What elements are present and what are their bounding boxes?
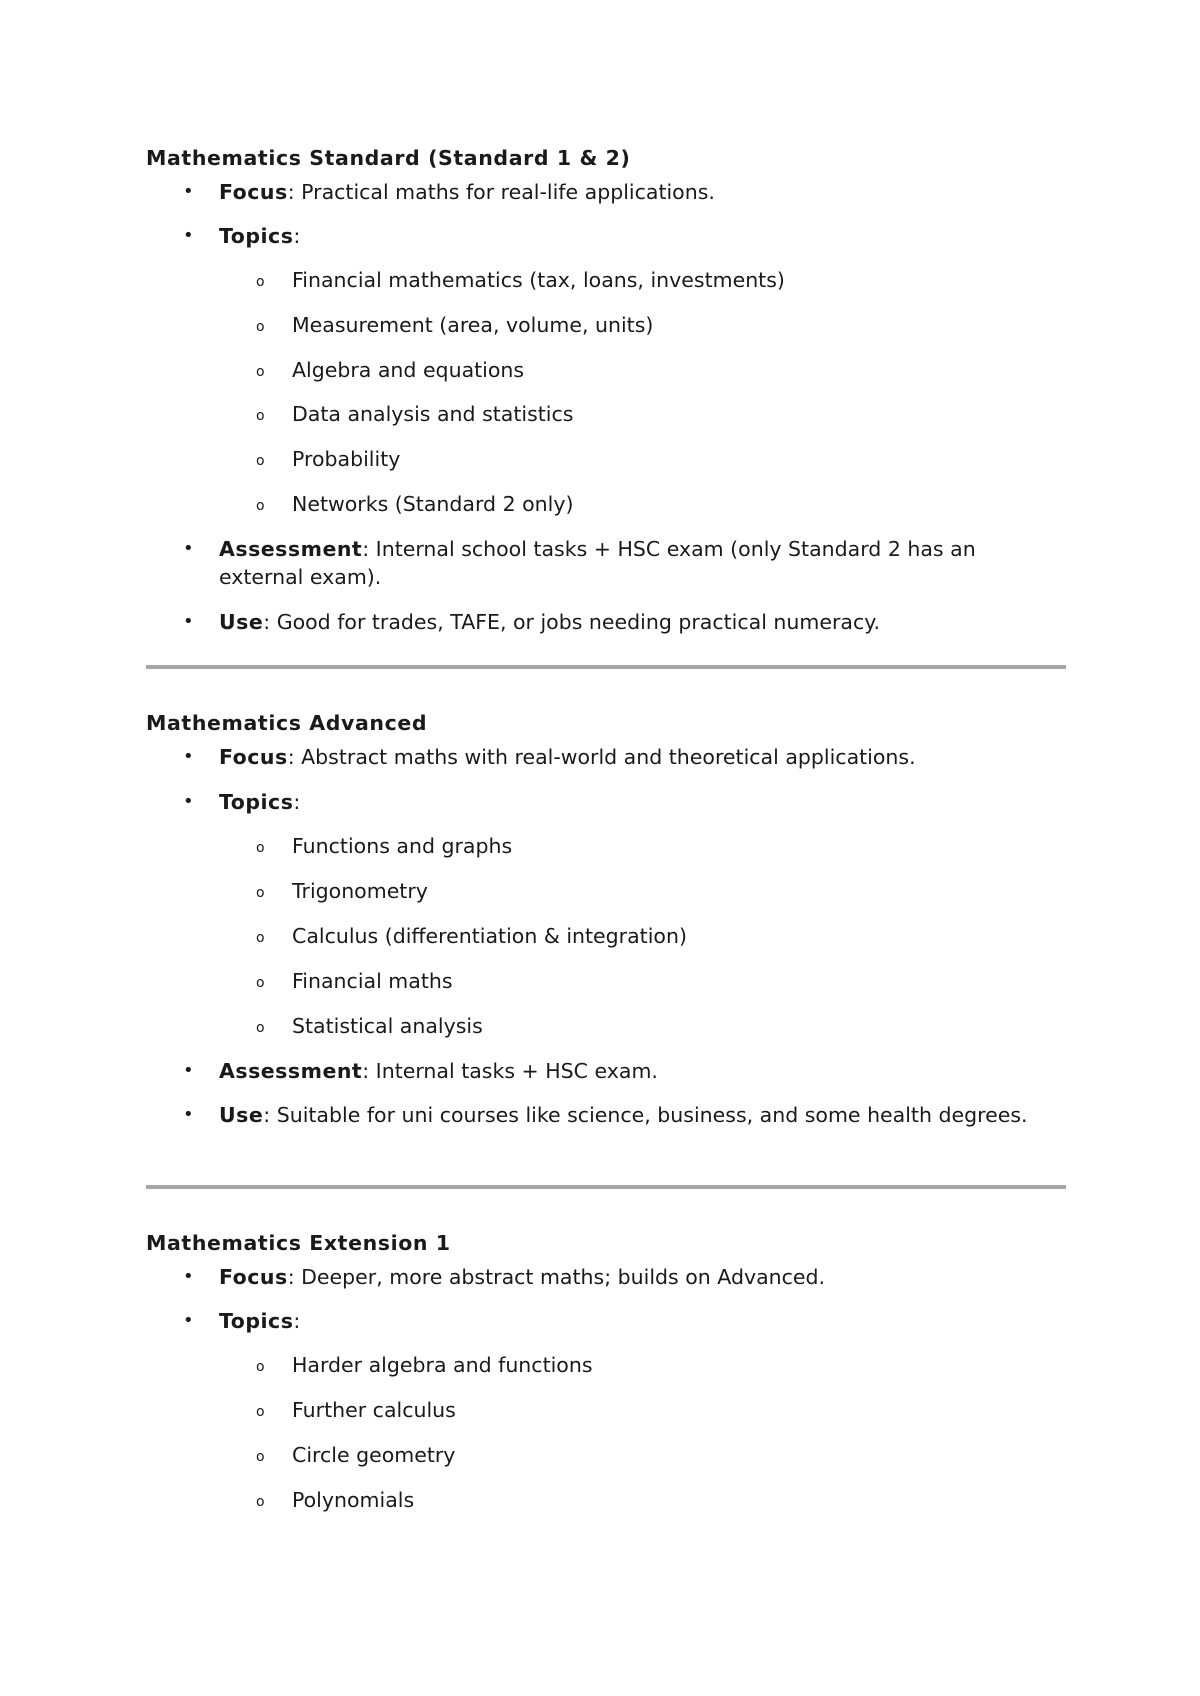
topic-text: Networks (Standard 2 only)	[292, 492, 574, 516]
use-text: : Suitable for uni courses like science, business, and some health degrees.	[263, 1103, 1028, 1127]
topic-text: Measurement (area, volume, units)	[292, 313, 654, 337]
assessment-text: : Internal tasks + HSC exam.	[362, 1059, 658, 1083]
bullet-marker: •	[183, 611, 194, 632]
section-title: Mathematics Standard (Standard 1 & 2)	[146, 146, 631, 170]
bullet-list	[146, 1057, 1066, 1129]
bullet-marker: •	[183, 746, 194, 767]
use-label: Use	[219, 610, 264, 634]
sub-bullet-marker: o	[256, 364, 265, 380]
list-item	[146, 445, 1066, 473]
topics-label: Topics	[219, 1309, 294, 1333]
focus-label: Focus	[219, 1265, 288, 1289]
assessment-label: Assessment	[219, 537, 363, 561]
use-text: : Good for trades, TAFE, or jobs needing practical numeracy.	[263, 610, 880, 634]
list-item	[146, 1012, 1066, 1040]
section-mathematics-advanced	[146, 711, 1066, 1129]
sub-bullet-marker: o	[256, 274, 265, 290]
sub-bullet-marker: o	[256, 840, 265, 856]
sub-bullet-marker: o	[256, 498, 265, 514]
assessment-text: : Internal school tasks + HSC exam (only Standard 2 has an external exam).	[219, 537, 976, 589]
sub-bullet-marker: o	[256, 453, 265, 469]
section-divider	[146, 665, 1066, 669]
topics-label: Topics	[219, 224, 294, 248]
focus-label: Focus	[219, 180, 288, 204]
topic-text: Financial maths	[292, 969, 453, 993]
assessment-label: Assessment	[219, 1059, 363, 1083]
topic-text: Data analysis and statistics	[292, 402, 574, 426]
bullet-focus	[146, 743, 1066, 771]
topic-text: Harder algebra and functions	[292, 1353, 593, 1377]
bullet-list	[146, 178, 1066, 250]
list-item	[146, 356, 1066, 384]
topic-text: Functions and graphs	[292, 834, 513, 858]
bullet-marker: •	[183, 1104, 194, 1125]
section-title: Mathematics Extension 1	[146, 1231, 451, 1255]
sub-bullet-marker: o	[256, 1404, 265, 1420]
section-mathematics-extension-1	[146, 1231, 1066, 1514]
sub-bullet-marker: o	[256, 319, 265, 335]
sub-bullet-marker: o	[256, 885, 265, 901]
sub-bullet-marker: o	[256, 1449, 265, 1465]
bullet-topics	[146, 222, 1066, 250]
bullet-marker: •	[183, 181, 194, 202]
topic-text: Further calculus	[292, 1398, 456, 1422]
topic-text: Circle geometry	[292, 1443, 456, 1467]
topics-label: Topics	[219, 790, 294, 814]
list-item	[146, 1441, 1066, 1469]
topic-text: Trigonometry	[292, 879, 428, 903]
bullet-focus	[146, 1263, 1066, 1291]
list-item	[146, 877, 1066, 905]
section-divider	[146, 1185, 1066, 1189]
topic-text: Statistical analysis	[292, 1014, 483, 1038]
list-item	[146, 490, 1066, 518]
bullet-focus	[146, 178, 1066, 206]
bullet-list	[146, 1263, 1066, 1335]
bullet-use	[146, 1101, 1066, 1129]
list-item	[146, 967, 1066, 995]
topic-text: Probability	[292, 447, 401, 471]
bullet-marker: •	[183, 1266, 194, 1287]
list-item	[146, 922, 1066, 950]
bullet-list	[146, 743, 1066, 816]
topic-text: Calculus (differentiation & integration)	[292, 924, 687, 948]
sub-bullet-marker: o	[256, 1359, 265, 1375]
bullet-topics	[146, 1307, 1066, 1335]
list-item	[146, 1351, 1066, 1379]
bullet-topics	[146, 788, 1066, 816]
topics-list	[146, 1351, 1066, 1514]
list-item	[146, 1396, 1066, 1424]
list-item	[146, 266, 1066, 294]
bullet-list	[146, 535, 1066, 636]
sub-bullet-marker: o	[256, 408, 265, 424]
sub-bullet-marker: o	[256, 1494, 265, 1510]
focus-text: : Abstract maths with real-world and theoretical applications.	[287, 745, 916, 769]
focus-text: : Deeper, more abstract maths; builds on Advanced.	[287, 1265, 826, 1289]
focus-text: : Practical maths for real-life applications.	[287, 180, 715, 204]
topics-colon: :	[293, 1309, 301, 1333]
topic-text: Polynomials	[292, 1488, 415, 1512]
topics-colon: :	[293, 224, 301, 248]
topics-list	[146, 266, 1066, 518]
bullet-assessment	[146, 1057, 1066, 1085]
sub-bullet-marker: o	[256, 1020, 265, 1036]
topic-text: Algebra and equations	[292, 358, 525, 382]
bullet-marker: •	[183, 538, 194, 559]
sub-bullet-marker: o	[256, 930, 265, 946]
bullet-marker: •	[183, 1060, 194, 1081]
list-item	[146, 311, 1066, 339]
topic-text: Financial mathematics (tax, loans, investments)	[292, 268, 785, 292]
list-item	[146, 832, 1066, 860]
bullet-use	[146, 608, 1066, 636]
topics-list	[146, 832, 1066, 1040]
section-title: Mathematics Advanced	[146, 711, 428, 735]
bullet-marker: •	[183, 791, 194, 812]
list-item	[146, 1486, 1066, 1514]
list-item	[146, 400, 1066, 428]
focus-label: Focus	[219, 745, 288, 769]
use-label: Use	[219, 1103, 264, 1127]
bullet-assessment	[146, 535, 1066, 591]
bullet-marker: •	[183, 1310, 194, 1331]
topics-colon: :	[293, 790, 301, 814]
bullet-marker: •	[183, 225, 194, 246]
section-mathematics-standard	[146, 146, 1066, 636]
sub-bullet-marker: o	[256, 975, 265, 991]
